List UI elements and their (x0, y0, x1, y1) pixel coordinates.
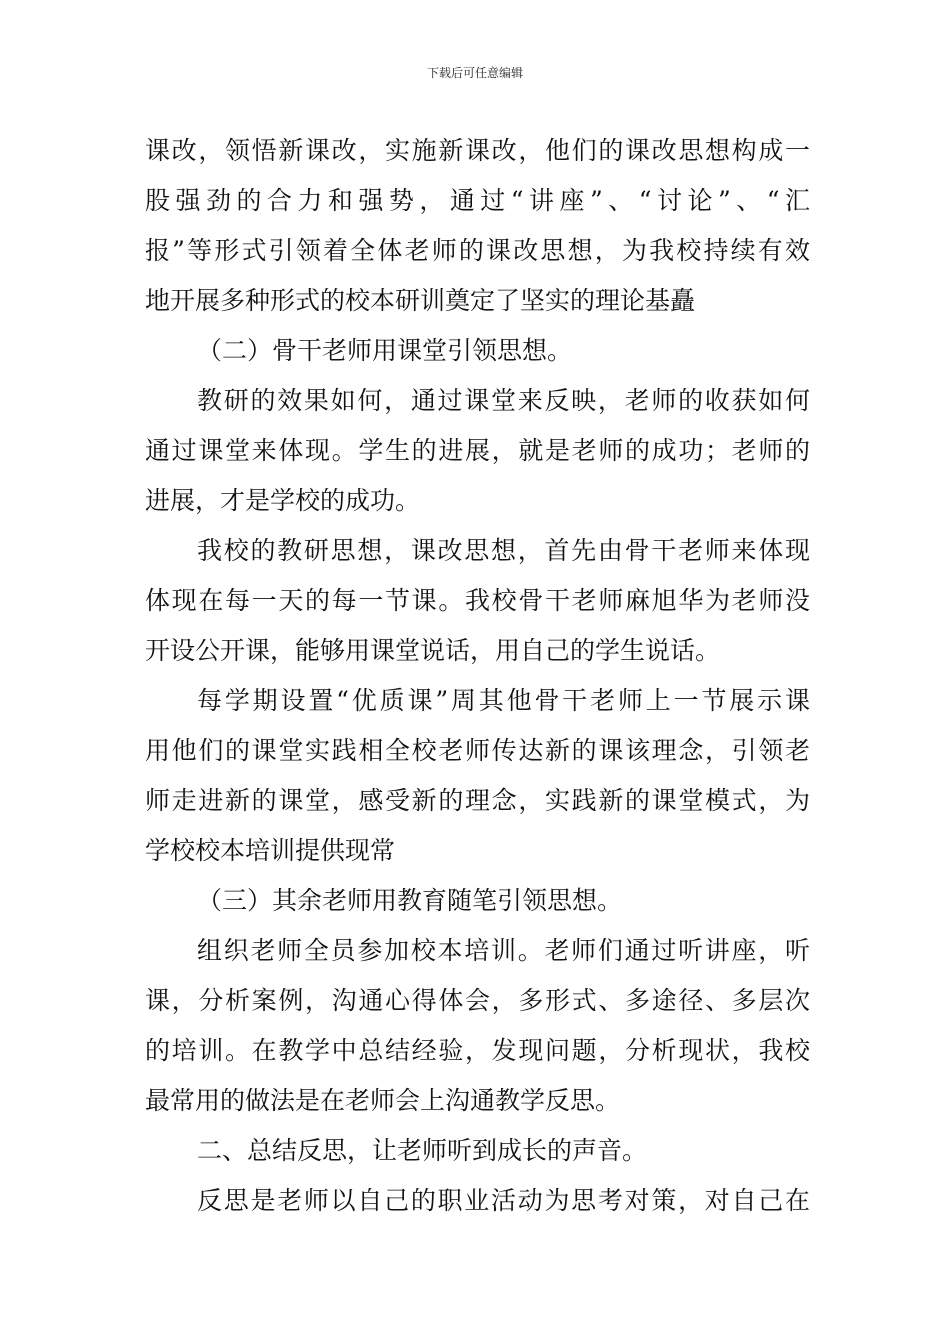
text-line: 师走进新的课堂，感受新的理念，实践新的课堂模式，为 (145, 786, 810, 815)
text-line: 进展，才是学校的成功。 (145, 486, 421, 515)
text-line: 开设公开课，能够用课堂说话，用自己的学生说话。 (145, 636, 721, 665)
section-heading: （三）其余老师用教育随笔引领思想。 (197, 886, 623, 915)
text-line: 课改，领悟新课改，实施新课改，他们的课改思想构成一 (145, 136, 810, 165)
page-header: 下载后可任意编辑 (426, 66, 523, 80)
text-line: 体现在每一天的每一节课。我校骨干老师麻旭华为老师没 (145, 586, 810, 615)
text-line: 组织老师全员参加校本培训。老师们通过听讲座，听 (197, 936, 810, 965)
text-line: 股强劲的合力和强势，通过“讲座”、“讨论”、“汇 (145, 186, 810, 215)
text-line: 我校的教研思想，课改思想，首先由骨干老师来体现 (197, 536, 810, 565)
text-line: 用他们的课堂实践相全校老师传达新的课该理念，引领老 (145, 736, 810, 765)
text-line: 通过课堂来体现。学生的进展，就是老师的成功；老师的 (145, 436, 810, 465)
text-line: 最常用的做法是在老师会上沟通教学反思。 (145, 1086, 621, 1115)
text-line: 每学期设置“优质课”周其他骨干老师上一节展示课 (197, 686, 810, 715)
text-line: 地开展多种形式的校本研训奠定了坚实的理论基矗 (145, 286, 696, 315)
text-line: 的培训。在教学中总结经验，发现问题，分析现状，我校 (145, 1036, 810, 1065)
text-line: 课，分析案例，沟通心得体会，多形式、多途径、多层次 (145, 986, 810, 1015)
section-heading: （二）骨干老师用课堂引领思想。 (197, 336, 573, 365)
text-line: 报”等形式引领着全体老师的课改思想，为我校持续有效 (145, 236, 810, 265)
text-line: 学校校本培训提供现常 (145, 836, 396, 865)
document-body (145, 126, 810, 1226)
text-line: 教研的效果如何，通过课堂来反映，老师的收获如何 (197, 386, 810, 415)
section-heading: 二、总结反思，让老师听到成长的声音。 (197, 1136, 648, 1165)
text-line: 反思是老师以自己的职业活动为思考对策，对自己在 (197, 1186, 810, 1215)
